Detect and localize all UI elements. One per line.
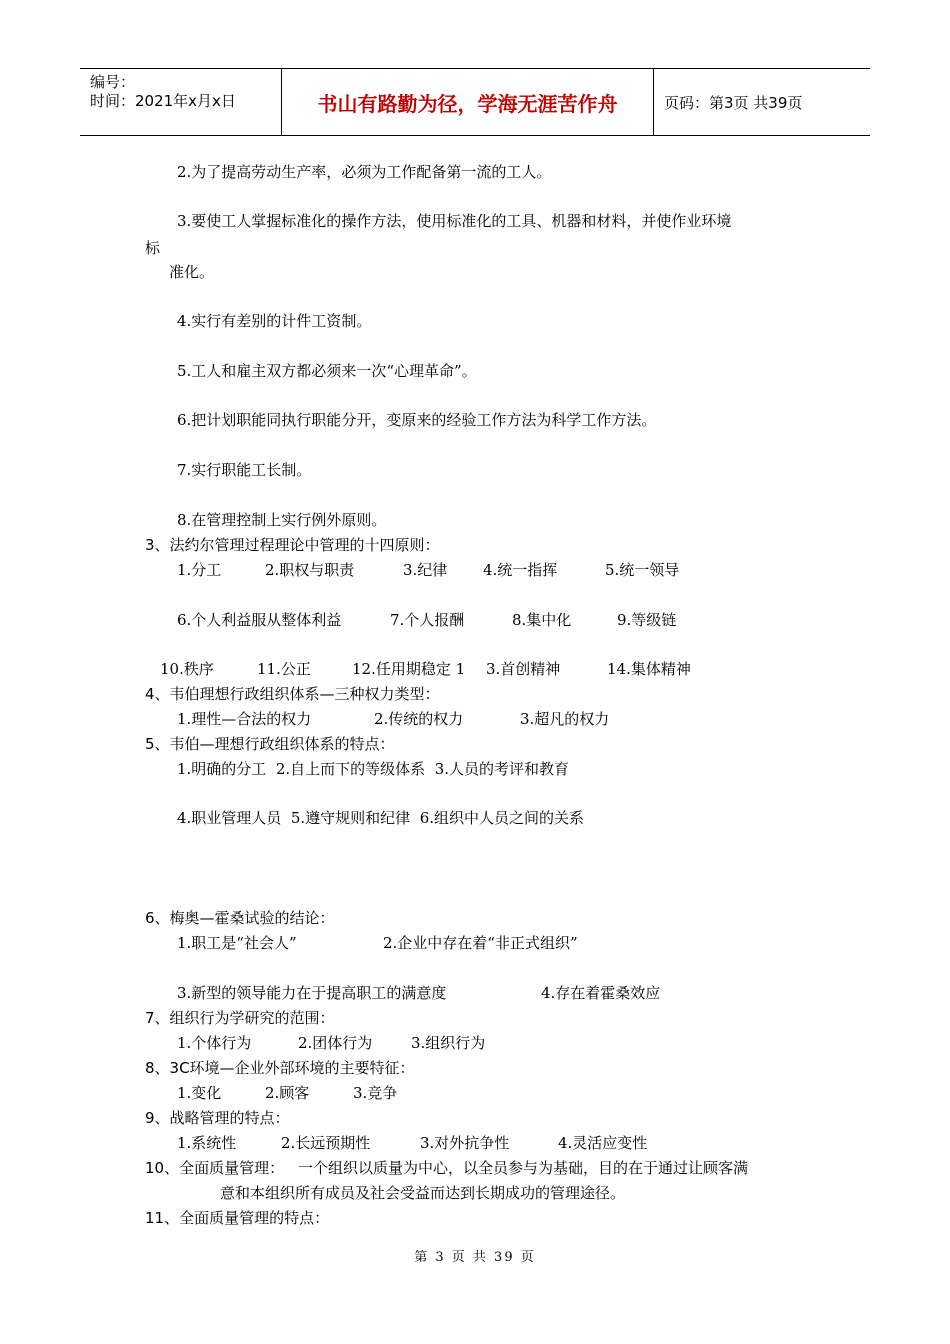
list-item: 2.传统的权力 [374,710,464,728]
taylor-item-4: 4.实行有差别的计件工资制。 [177,312,372,330]
header-left-cell [80,69,282,135]
env3c-row [0,1083,950,1103]
list-item: 1.变化 [177,1084,222,1102]
mayo-row-1 [0,933,950,953]
weber-power-heading: 4、韦伯理想行政组织体系—三种权力类型： [145,685,440,703]
weber-features-row-2: 4.职业管理人员 5.遵守规则和纪律 6.组织中人员之间的关系 [177,809,585,827]
ob-row [0,1033,950,1053]
tqm-features-heading: 11、全面质量管理的特点： [145,1209,330,1227]
taylor-item-7: 7.实行职能工长制。 [177,461,312,479]
taylor-item-3a: 3.要使工人掌握标准化的操作方法，使用标准化的工具、机器和材料，并使作业环境 [177,212,732,230]
list-item: 3.超凡的权力 [520,710,610,728]
list-item: 6.个人利益服从整体利益 [177,611,342,629]
weber-features-heading: 5、韦伯—理想行政组织体系的特点： [145,735,395,753]
tqm-heading: 10、全面质量管理： [145,1159,285,1177]
list-item: 2.企业中存在着“非正式组织” [383,934,578,952]
list-item: 1.分工 [177,561,222,579]
weber-power-row [0,709,950,729]
list-item: 3.竞争 [353,1084,398,1102]
page-footer: 第 3 页 共 39 页 [414,1250,536,1265]
taylor-item-2: 2.为了提高劳动生产率，必须为工作配备第一流的工人。 [177,163,552,181]
list-item: 4.存在着霍桑效应 [541,984,661,1002]
tqm-text-a: 一个组织以质量为中心，以全员参与为基础，目的在于通过让顾客满 [298,1159,749,1177]
weber-features-row-1: 1.明确的分工 2.自上而下的等级体系 3.人员的考评和教育 [177,760,570,778]
taylor-item-8: 8.在管理控制上实行例外原则。 [177,511,387,529]
strategy-row [0,1133,950,1153]
page-info: 页码：第3页 共39页 [664,93,803,112]
list-item: 3.纪律 [403,561,448,579]
fayol-row-2 [0,610,950,630]
motto: 书山有路勤为径，学海无涯苦作舟 [317,91,618,116]
list-item: 10.秩序 [160,660,214,678]
list-item: 8.集中化 [512,611,572,629]
fayol-row-1 [0,560,950,580]
taylor-item-5: 5.工人和雇主双方都必须来一次“心理革命”。 [177,362,477,380]
list-item: 3.新型的领导能力在于提高职工的满意度 [177,984,447,1002]
mayo-heading: 6、梅奥—霍桑试验的结论： [145,909,335,927]
list-item: 7.个人报酬 [390,611,465,629]
tqm-text-b: 意和本组织所有成员及社会受益而达到长期成功的管理途径。 [220,1184,626,1202]
list-item: 3.首创精神 [486,660,561,678]
env3c-heading: 8、3C环境—企业外部环境的主要特征： [145,1059,415,1077]
list-item: 9.等级链 [617,611,677,629]
list-item: 4.统一指挥 [483,561,558,579]
time-label: 时间：2021年x月x日 [90,92,236,110]
list-item: 1.理性—合法的权力 [177,710,312,728]
taylor-item-3b: 标 [145,239,161,257]
list-item: 3.组织行为 [411,1034,486,1052]
list-item: 1.个体行为 [177,1034,252,1052]
list-item: 3.对外抗争性 [420,1134,510,1152]
list-item: 5.统一领导 [605,561,680,579]
fayol-row-3 [0,659,950,679]
list-item: 11.公正 [257,660,311,678]
page-header [80,68,870,136]
list-item: 14.集体精神 [607,660,691,678]
taylor-item-6: 6.把计划职能同执行职能分开，变原来的经验工作方法为科学工作方法。 [177,411,657,429]
ob-heading: 7、组织行为学研究的范围： [145,1009,335,1027]
list-item: 12.任用期稳定 1 [352,660,466,678]
fayol-heading: 3、法约尔管理过程理论中管理的十四原则： [145,536,440,554]
list-item: 2.职权与职责 [265,561,355,579]
taylor-item-3c: 准化。 [169,263,215,281]
list-item: 1.系统性 [177,1134,237,1152]
list-item: 4.灵活应变性 [558,1134,648,1152]
list-item: 2.长远预期性 [281,1134,371,1152]
tqm-line-1 [0,1158,950,1178]
number-label: 编号： [90,73,136,91]
list-item: 2.顾客 [265,1084,310,1102]
header-page-cell [654,69,870,135]
list-item: 1.职工是“社会人” [177,934,297,952]
mayo-row-2 [0,983,950,1003]
strategy-heading: 9、战略管理的特点： [145,1109,290,1127]
header-motto-cell [282,69,654,135]
list-item: 2.团体行为 [298,1034,373,1052]
